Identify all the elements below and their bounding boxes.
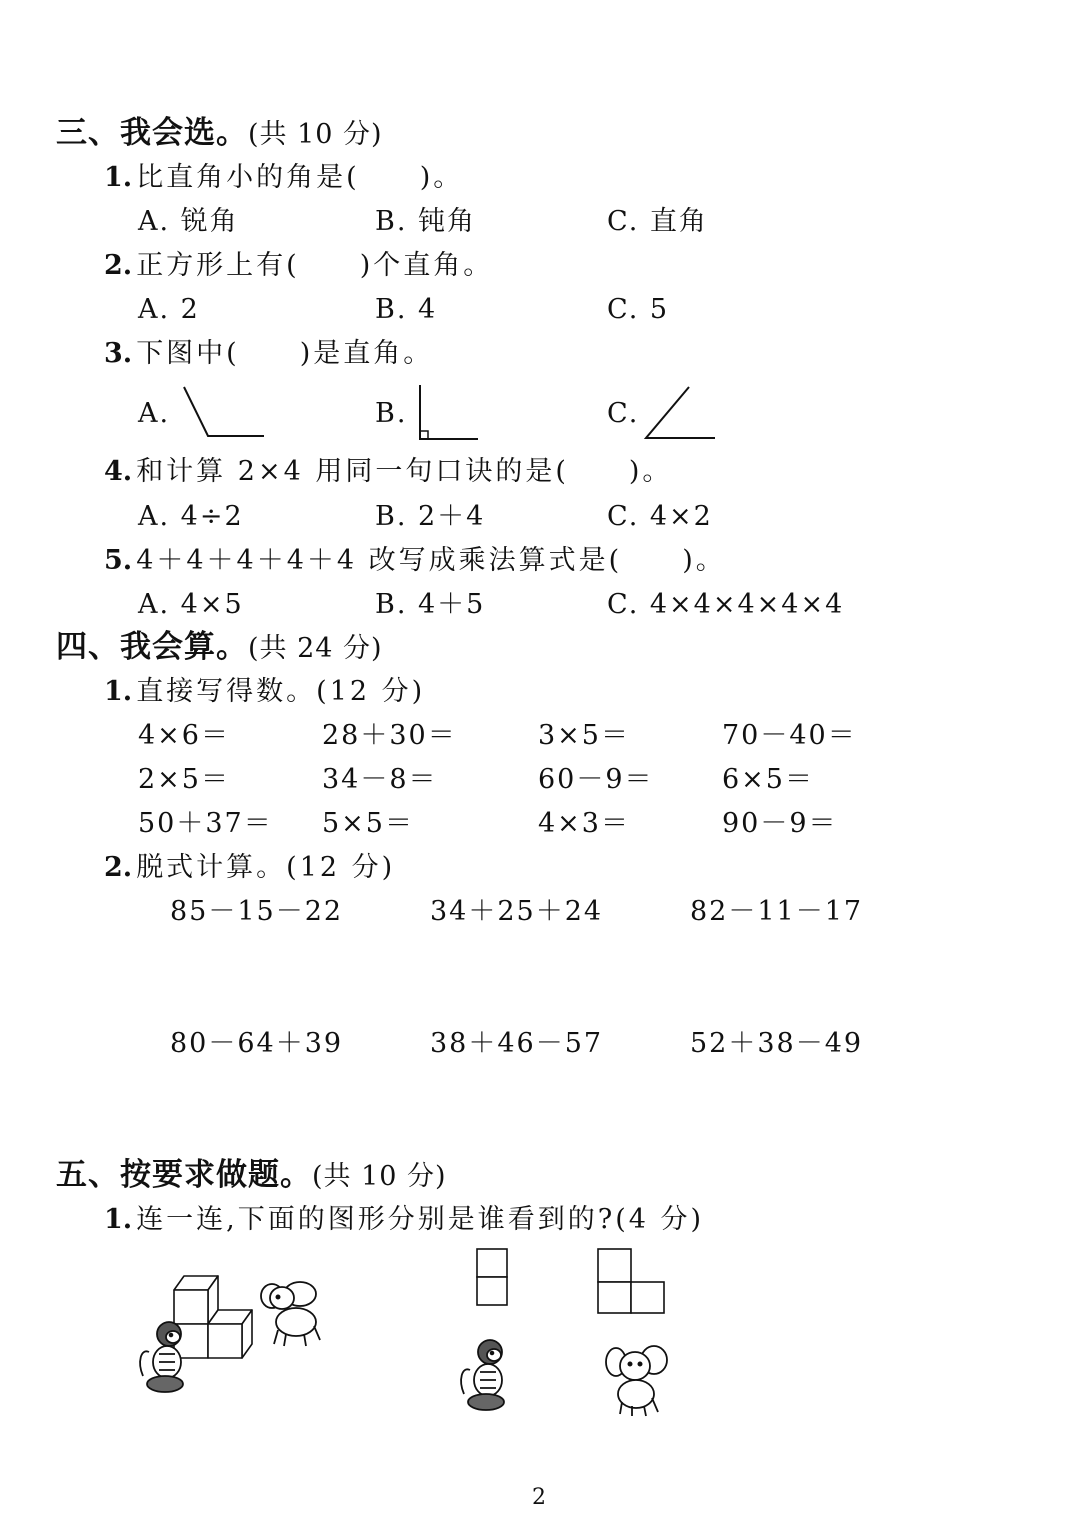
option-a[interactable]: A. 4×5	[138, 589, 244, 620]
oral-calc-item: 60－9＝	[538, 764, 654, 795]
question-text: 和计算 2×4 用同一句口诀的是( )。	[136, 456, 673, 487]
section-5-heading: 五、按要求做题。	[56, 1157, 312, 1193]
right-angle-figure	[416, 383, 482, 443]
question-text: 4＋4＋4＋4＋4 改写成乘法算式是( )。	[136, 545, 726, 576]
question-number: 1.	[104, 162, 133, 193]
section-5-points: (共 10 分)	[312, 1161, 447, 1192]
option-a[interactable]: A.	[138, 398, 171, 429]
step-calc-item: 80－64＋39	[170, 1028, 344, 1059]
option-c[interactable]: C. 5	[607, 294, 670, 325]
option-a[interactable]: A. 4÷2	[138, 501, 244, 532]
option-c[interactable]: C. 直角	[607, 206, 708, 237]
oral-calc-item: 34－8＝	[322, 764, 438, 795]
view-two-stacked-squares	[474, 1246, 510, 1308]
oral-calc-item: 90－9＝	[722, 808, 838, 839]
option-b[interactable]: B.	[375, 398, 408, 429]
question-text: 正方形上有( )个直角。	[136, 250, 494, 281]
question-5-1	[104, 1206, 704, 1233]
section-3-title	[56, 115, 383, 151]
section-4-heading: 四、我会算。	[56, 629, 248, 665]
question-3-4	[104, 458, 672, 485]
question-number: 1.	[104, 676, 133, 707]
view-l-shape-squares	[595, 1246, 667, 1316]
oral-calc-item: 6×5＝	[722, 764, 814, 795]
question-3-3	[104, 340, 433, 367]
monkey-icon	[456, 1336, 520, 1416]
option-b[interactable]: B. 钝角	[375, 206, 477, 237]
monkey-icon	[135, 1318, 199, 1398]
question-4-1	[104, 678, 425, 705]
oral-calc-item: 3×5＝	[538, 720, 630, 751]
question-3-1	[104, 164, 463, 191]
acute-angle-figure	[643, 385, 719, 443]
step-calc-item: 34＋25＋24	[430, 896, 604, 927]
option-b[interactable]: B. 4＋5	[375, 589, 486, 620]
question-number: 2.	[104, 852, 133, 883]
page-number: 2	[532, 1485, 546, 1510]
question-3-5	[104, 547, 726, 574]
section-3-heading: 三、我会选。	[56, 115, 248, 151]
question-number: 2.	[104, 250, 133, 281]
obtuse-angle-figure	[180, 385, 270, 441]
option-b[interactable]: B. 2＋4	[375, 501, 486, 532]
question-text: 直接写得数。(12 分)	[136, 676, 426, 707]
question-3-2	[104, 252, 493, 279]
step-calc-item: 85－15－22	[170, 896, 344, 927]
oral-calc-item: 4×3＝	[538, 808, 630, 839]
question-number: 5.	[104, 545, 133, 576]
question-number: 3.	[104, 338, 133, 369]
oral-calc-item: 28＋30＝	[322, 720, 457, 751]
question-text: 连一连,下面的图形分别是谁看到的?(4 分)	[136, 1204, 705, 1235]
step-calc-item: 52＋38－49	[690, 1028, 864, 1059]
oral-calc-item: 4×6＝	[138, 720, 230, 751]
puppy-icon	[256, 1278, 324, 1350]
oral-calc-item: 50＋37＝	[138, 808, 273, 839]
section-3-points: (共 10 分)	[248, 119, 383, 150]
question-text: 比直角小的角是( )。	[136, 162, 464, 193]
section-4-points: (共 24 分)	[248, 633, 383, 664]
option-a[interactable]: A. 2	[138, 294, 200, 325]
section-4-title	[56, 629, 383, 665]
oral-calc-item: 2×5＝	[138, 764, 230, 795]
step-calc-item: 38＋46－57	[430, 1028, 604, 1059]
question-text: 脱式计算。(12 分)	[136, 852, 396, 883]
option-c[interactable]: C.	[607, 398, 640, 429]
question-number: 4.	[104, 456, 133, 487]
question-number: 1.	[104, 1204, 133, 1235]
option-b[interactable]: B. 4	[375, 294, 438, 325]
section-5-title	[56, 1157, 447, 1193]
oral-calc-item: 70－40＝	[722, 720, 857, 751]
option-a[interactable]: A. 锐角	[138, 206, 239, 237]
question-4-2	[104, 854, 395, 881]
question-text: 下图中( )是直角。	[136, 338, 434, 369]
option-c[interactable]: C. 4×2	[607, 501, 713, 532]
step-calc-item: 82－11－17	[690, 896, 864, 927]
puppy-icon	[602, 1342, 670, 1418]
option-c[interactable]: C. 4×4×4×4×4	[607, 589, 845, 620]
oral-calc-item: 5×5＝	[322, 808, 414, 839]
